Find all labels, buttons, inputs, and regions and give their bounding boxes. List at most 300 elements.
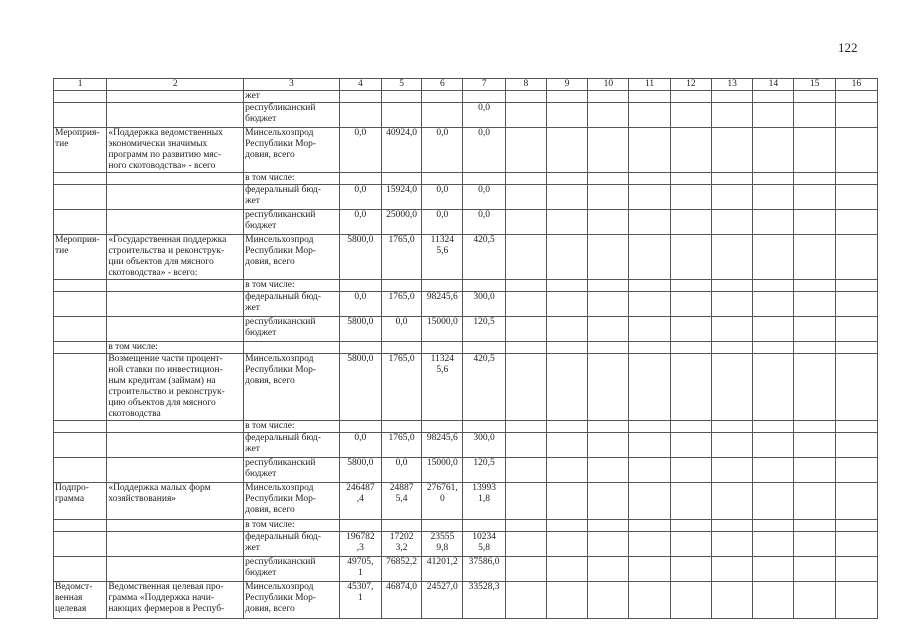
value-cell: 0,0 [339, 185, 381, 210]
value-cell: 15000,0 [422, 317, 463, 342]
empty-cell [711, 532, 752, 557]
value-cell: 0,0 [422, 128, 463, 173]
item-name-cell [107, 532, 244, 557]
value-cell [339, 103, 381, 128]
empty-cell [505, 557, 546, 582]
empty-cell [794, 173, 835, 185]
empty-cell [794, 280, 835, 292]
empty-cell [505, 128, 546, 173]
empty-cell [546, 520, 587, 532]
item-type-cell [54, 292, 107, 317]
empty-cell [670, 458, 711, 483]
executor-cell [244, 342, 340, 354]
empty-cell [711, 483, 752, 520]
empty-cell [753, 483, 794, 520]
table-body [54, 79, 878, 619]
header-row [54, 79, 878, 91]
empty-cell [835, 173, 877, 185]
executor-cell: федеральный бюд- жет [244, 532, 340, 557]
empty-cell [588, 433, 629, 458]
empty-cell [546, 483, 587, 520]
value-cell [463, 91, 505, 103]
empty-cell [505, 91, 546, 103]
value-cell [339, 173, 381, 185]
value-cell: 15924,0 [381, 185, 421, 210]
empty-cell [505, 173, 546, 185]
value-cell: 41201,2 [422, 557, 463, 582]
empty-cell [588, 582, 629, 619]
empty-cell [835, 532, 877, 557]
empty-cell [835, 342, 877, 354]
value-cell: 98245,6 [422, 433, 463, 458]
value-cell: 120,5 [463, 458, 505, 483]
empty-cell [711, 557, 752, 582]
value-cell: 0,0 [339, 210, 381, 235]
empty-cell [629, 483, 670, 520]
item-type-cell [54, 342, 107, 354]
empty-cell [546, 173, 587, 185]
table-row [54, 91, 878, 103]
table-row [54, 421, 878, 433]
item-type-cell: Мероприя- тие [54, 128, 107, 173]
empty-cell [629, 185, 670, 210]
column-header: 16 [835, 79, 877, 91]
empty-cell [753, 103, 794, 128]
empty-cell [588, 173, 629, 185]
item-type-cell: Подпро- грамма [54, 483, 107, 520]
empty-cell [835, 557, 877, 582]
item-name-cell [107, 173, 244, 185]
column-header: 6 [422, 79, 463, 91]
table-row [54, 354, 878, 421]
value-cell [381, 421, 421, 433]
table-row [54, 458, 878, 483]
empty-cell [835, 582, 877, 619]
item-type-cell [54, 185, 107, 210]
empty-cell [835, 421, 877, 433]
value-cell: 0,0 [463, 128, 505, 173]
value-cell: 13993 1,8 [463, 483, 505, 520]
empty-cell [546, 91, 587, 103]
column-header: 3 [244, 79, 340, 91]
empty-cell [629, 421, 670, 433]
empty-cell [588, 421, 629, 433]
value-cell [381, 520, 421, 532]
table-row [54, 557, 878, 582]
value-cell [339, 520, 381, 532]
empty-cell [794, 483, 835, 520]
empty-cell [711, 433, 752, 458]
item-name-cell: в том числе: [107, 342, 244, 354]
item-name-cell: «Поддержка малых форм хозяйствования» [107, 483, 244, 520]
empty-cell [546, 342, 587, 354]
empty-cell [711, 235, 752, 280]
empty-cell [753, 342, 794, 354]
value-cell: 300,0 [463, 292, 505, 317]
value-cell [463, 173, 505, 185]
empty-cell [794, 210, 835, 235]
value-cell: 0,0 [381, 317, 421, 342]
value-cell: 5800,0 [339, 458, 381, 483]
empty-cell [835, 280, 877, 292]
empty-cell [794, 421, 835, 433]
empty-cell [629, 173, 670, 185]
empty-cell [835, 210, 877, 235]
empty-cell [588, 210, 629, 235]
empty-cell [753, 91, 794, 103]
value-cell [422, 421, 463, 433]
value-cell: 0,0 [463, 185, 505, 210]
empty-cell [753, 458, 794, 483]
item-name-cell: Возмещение части процент- ной ставки по инвестицион- ным кредитам (займам) на строительство и реконструк- цию объектов для мясного скотоводства [107, 354, 244, 421]
item-name-cell [107, 520, 244, 532]
empty-cell [711, 280, 752, 292]
empty-cell [711, 354, 752, 421]
empty-cell [629, 532, 670, 557]
empty-cell [835, 103, 877, 128]
value-cell: 0,0 [463, 210, 505, 235]
empty-cell [835, 292, 877, 317]
column-header: 1 [54, 79, 107, 91]
executor-cell: Минсельхозпрод Республики Мор- довия, всего [244, 582, 340, 619]
value-cell: 196782 ,3 [339, 532, 381, 557]
empty-cell [588, 185, 629, 210]
table-row [54, 582, 878, 619]
empty-cell [629, 210, 670, 235]
column-header: 11 [629, 79, 670, 91]
empty-cell [505, 421, 546, 433]
value-cell: 0,0 [422, 210, 463, 235]
value-cell: 5800,0 [339, 235, 381, 280]
empty-cell [546, 280, 587, 292]
value-cell: 98245,6 [422, 292, 463, 317]
value-cell: 17202 3,2 [381, 532, 421, 557]
empty-cell [835, 520, 877, 532]
empty-cell [794, 128, 835, 173]
empty-cell [546, 557, 587, 582]
empty-cell [711, 520, 752, 532]
value-cell: 11324 5,6 [422, 354, 463, 421]
empty-cell [546, 532, 587, 557]
item-type-cell [54, 458, 107, 483]
empty-cell [835, 235, 877, 280]
executor-cell: Минсельхозпрод Республики Мор- довия, всего [244, 235, 340, 280]
value-cell: 11324 5,6 [422, 235, 463, 280]
item-type-cell [54, 421, 107, 433]
executor-cell: в том числе: [244, 421, 340, 433]
empty-cell [546, 458, 587, 483]
empty-cell [835, 433, 877, 458]
value-cell: 23555 9,8 [422, 532, 463, 557]
empty-cell [629, 317, 670, 342]
empty-cell [629, 342, 670, 354]
table-row [54, 483, 878, 520]
empty-cell [794, 235, 835, 280]
empty-cell [794, 557, 835, 582]
item-type-cell [54, 103, 107, 128]
empty-cell [670, 173, 711, 185]
executor-cell: Минсельхозпрод Республики Мор- довия, всего [244, 354, 340, 421]
empty-cell [505, 280, 546, 292]
value-cell: 0,0 [339, 292, 381, 317]
empty-cell [505, 185, 546, 210]
empty-cell [794, 532, 835, 557]
value-cell: 1765,0 [381, 235, 421, 280]
item-name-cell [107, 210, 244, 235]
empty-cell [629, 354, 670, 421]
value-cell: 40924,0 [381, 128, 421, 173]
item-type-cell: Ведомст- венная целевая [54, 582, 107, 619]
item-name-cell [107, 185, 244, 210]
column-header: 14 [753, 79, 794, 91]
empty-cell [670, 520, 711, 532]
table-row [54, 103, 878, 128]
empty-cell [588, 280, 629, 292]
value-cell [381, 173, 421, 185]
empty-cell [629, 235, 670, 280]
item-type-cell [54, 173, 107, 185]
item-name-cell [107, 421, 244, 433]
executor-cell: в том числе: [244, 173, 340, 185]
empty-cell [670, 128, 711, 173]
value-cell [422, 173, 463, 185]
empty-cell [711, 292, 752, 317]
value-cell [463, 421, 505, 433]
empty-cell [711, 582, 752, 619]
item-type-cell [54, 210, 107, 235]
item-type-cell [54, 520, 107, 532]
empty-cell [629, 280, 670, 292]
value-cell: 420,5 [463, 354, 505, 421]
empty-cell [670, 532, 711, 557]
empty-cell [629, 557, 670, 582]
empty-cell [753, 433, 794, 458]
empty-cell [505, 317, 546, 342]
empty-cell [546, 128, 587, 173]
empty-cell [753, 354, 794, 421]
empty-cell [753, 421, 794, 433]
column-header: 5 [381, 79, 421, 91]
value-cell [381, 280, 421, 292]
table-row [54, 210, 878, 235]
executor-cell: федеральный бюд- жет [244, 185, 340, 210]
empty-cell [629, 433, 670, 458]
table-row [54, 317, 878, 342]
item-type-cell [54, 91, 107, 103]
column-header: 8 [505, 79, 546, 91]
empty-cell [794, 317, 835, 342]
value-cell [339, 280, 381, 292]
empty-cell [753, 280, 794, 292]
empty-cell [505, 483, 546, 520]
empty-cell [588, 483, 629, 520]
empty-cell [753, 582, 794, 619]
value-cell [422, 342, 463, 354]
empty-cell [505, 354, 546, 421]
value-cell: 24527,0 [422, 582, 463, 619]
empty-cell [711, 342, 752, 354]
value-cell: 0,0 [339, 433, 381, 458]
empty-cell [629, 520, 670, 532]
value-cell [422, 280, 463, 292]
empty-cell [753, 317, 794, 342]
empty-cell [670, 342, 711, 354]
value-cell: 46874,0 [381, 582, 421, 619]
column-header: 10 [588, 79, 629, 91]
empty-cell [711, 210, 752, 235]
empty-cell [670, 557, 711, 582]
empty-cell [670, 433, 711, 458]
executor-cell: республиканский бюджет [244, 557, 340, 582]
value-cell: 25000,0 [381, 210, 421, 235]
empty-cell [753, 532, 794, 557]
empty-cell [629, 128, 670, 173]
empty-cell [670, 185, 711, 210]
value-cell [463, 520, 505, 532]
empty-cell [835, 354, 877, 421]
table-row [54, 433, 878, 458]
value-cell: 15000,0 [422, 458, 463, 483]
executor-cell: республиканский бюджет [244, 103, 340, 128]
item-name-cell [107, 280, 244, 292]
empty-cell [753, 128, 794, 173]
empty-cell [753, 173, 794, 185]
budget-table [53, 78, 878, 619]
empty-cell [835, 317, 877, 342]
table-row [54, 520, 878, 532]
empty-cell [711, 185, 752, 210]
value-cell: 0,0 [463, 103, 505, 128]
item-type-cell [54, 280, 107, 292]
column-header: 15 [794, 79, 835, 91]
empty-cell [588, 292, 629, 317]
empty-cell [670, 210, 711, 235]
empty-cell [588, 532, 629, 557]
empty-cell [753, 557, 794, 582]
empty-cell [711, 91, 752, 103]
value-cell [381, 91, 421, 103]
empty-cell [546, 292, 587, 317]
empty-cell [670, 91, 711, 103]
empty-cell [505, 582, 546, 619]
item-name-cell [107, 317, 244, 342]
value-cell [422, 103, 463, 128]
value-cell: 0,0 [339, 128, 381, 173]
value-cell: 0,0 [422, 185, 463, 210]
empty-cell [588, 557, 629, 582]
empty-cell [753, 210, 794, 235]
empty-cell [753, 185, 794, 210]
executor-cell: республиканский бюджет [244, 458, 340, 483]
value-cell [422, 520, 463, 532]
value-cell: 1765,0 [381, 354, 421, 421]
empty-cell [588, 317, 629, 342]
value-cell: 49705, 1 [339, 557, 381, 582]
empty-cell [835, 185, 877, 210]
item-type-cell [54, 433, 107, 458]
empty-cell [670, 317, 711, 342]
empty-cell [505, 342, 546, 354]
empty-cell [505, 520, 546, 532]
executor-cell: Минсельхозпрод Республики Мор- довия, всего [244, 483, 340, 520]
empty-cell [629, 582, 670, 619]
executor-cell: жет [244, 91, 340, 103]
empty-cell [794, 91, 835, 103]
empty-cell [794, 520, 835, 532]
value-cell [422, 91, 463, 103]
column-header: 12 [670, 79, 711, 91]
item-type-cell [54, 317, 107, 342]
item-name-cell [107, 91, 244, 103]
empty-cell [711, 173, 752, 185]
table-row [54, 280, 878, 292]
value-cell: 76852,2 [381, 557, 421, 582]
value-cell: 120,5 [463, 317, 505, 342]
value-cell [381, 103, 421, 128]
empty-cell [794, 103, 835, 128]
value-cell: 0,0 [381, 458, 421, 483]
empty-cell [546, 185, 587, 210]
empty-cell [546, 210, 587, 235]
executor-cell: Минсельхозпрод Республики Мор- довия, всего [244, 128, 340, 173]
value-cell: 1765,0 [381, 433, 421, 458]
empty-cell [670, 483, 711, 520]
value-cell [339, 91, 381, 103]
value-cell: 5800,0 [339, 354, 381, 421]
empty-cell [546, 354, 587, 421]
empty-cell [670, 280, 711, 292]
empty-cell [835, 91, 877, 103]
empty-cell [670, 103, 711, 128]
empty-cell [711, 458, 752, 483]
value-cell: 37586,0 [463, 557, 505, 582]
empty-cell [670, 582, 711, 619]
empty-cell [753, 292, 794, 317]
table-row [54, 185, 878, 210]
empty-cell [794, 185, 835, 210]
empty-cell [629, 91, 670, 103]
value-cell [463, 280, 505, 292]
executor-cell: республиканский бюджет [244, 210, 340, 235]
item-name-cell [107, 103, 244, 128]
empty-cell [546, 421, 587, 433]
empty-cell [711, 317, 752, 342]
executor-cell: федеральный бюд- жет [244, 292, 340, 317]
empty-cell [794, 433, 835, 458]
empty-cell [546, 103, 587, 128]
value-cell: 246487 ,4 [339, 483, 381, 520]
empty-cell [588, 342, 629, 354]
item-name-cell: «Государственная поддержка строительства и реконструк- ции объектов для мясного скотоводства» - всего: [107, 235, 244, 280]
value-cell: 33528,3 [463, 582, 505, 619]
empty-cell [588, 458, 629, 483]
empty-cell [794, 292, 835, 317]
executor-cell: в том числе: [244, 280, 340, 292]
table-row [54, 128, 878, 173]
empty-cell [794, 458, 835, 483]
table-row [54, 532, 878, 557]
column-header: 7 [463, 79, 505, 91]
item-type-cell [54, 532, 107, 557]
item-type-cell [54, 354, 107, 421]
empty-cell [835, 483, 877, 520]
item-name-cell [107, 292, 244, 317]
empty-cell [629, 103, 670, 128]
item-name-cell [107, 433, 244, 458]
value-cell [463, 342, 505, 354]
empty-cell [588, 128, 629, 173]
item-name-cell [107, 458, 244, 483]
